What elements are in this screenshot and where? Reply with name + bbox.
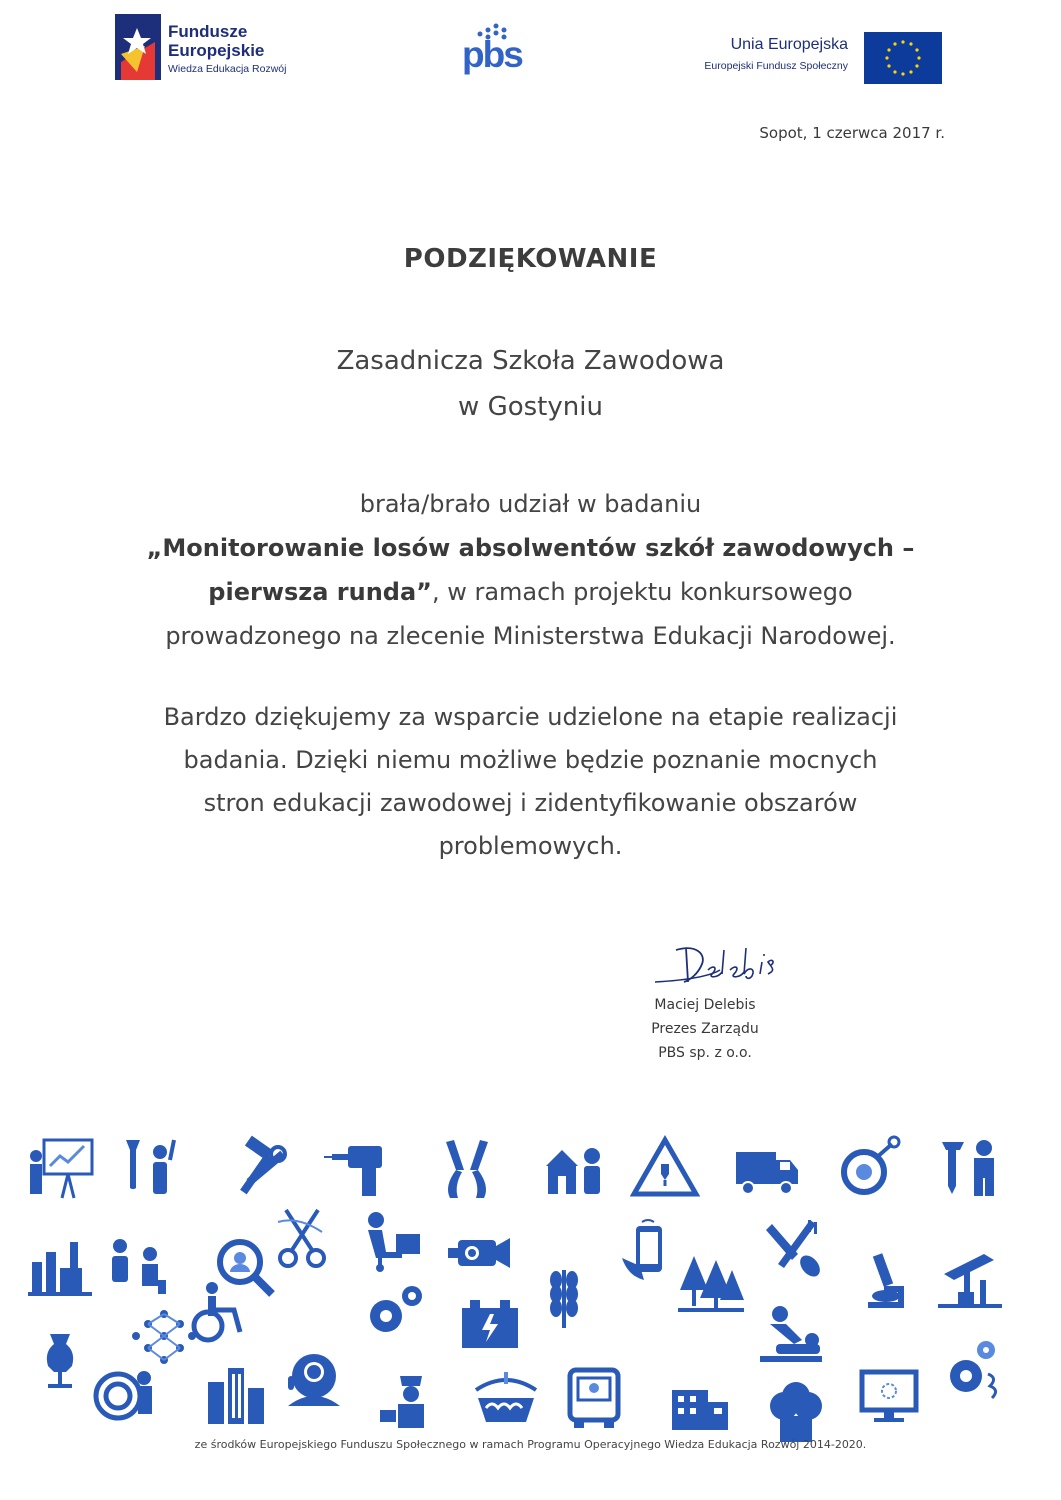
mannequin-icon — [26, 1326, 96, 1396]
thanks-line3: stron edukacji zawodowej i zidentyfikowanie obszarów — [203, 789, 858, 817]
electric-hazard-icon — [630, 1134, 700, 1204]
thanks-line2: badania. Dzięki niemu możliwe będzie poznanie mocnych — [183, 746, 878, 774]
document-title: PODZIĘKOWANIE — [403, 244, 658, 274]
signatory-name: Maciej Delebis — [654, 997, 756, 1013]
study-title-line1: „Monitorowanie losów absolwentów szkół zawodowych – — [146, 534, 915, 562]
microscope-icon — [850, 1246, 920, 1316]
phone-call-icon — [284, 1346, 354, 1416]
participation-line4: prowadzonego na zlecenie Ministerstwa Edukacji Narodowej. — [165, 622, 896, 650]
school-name-line1: Zasadnicza Szkoła Zawodowa — [336, 346, 725, 376]
office-worker-icon — [356, 1208, 426, 1278]
thanks-line4: problemowych. — [438, 832, 623, 860]
participation-paragraph — [0, 482, 1061, 658]
drill-icon — [322, 1134, 392, 1204]
massage-icon — [756, 1300, 826, 1370]
police-icon — [378, 1364, 448, 1434]
eu-flag-icon — [864, 32, 942, 84]
cable-worker-icon — [90, 1358, 160, 1428]
oil-pump-icon — [936, 1244, 1006, 1314]
thanks-paragraph — [0, 696, 1061, 868]
screw-worker-icon — [934, 1134, 1004, 1204]
school-name — [0, 338, 1061, 430]
school-name-line2: w Gostyniu — [458, 392, 603, 422]
fe-logo-line1: Fundusze — [168, 22, 248, 41]
signatory-role: Prezes Zarządu — [651, 1021, 759, 1037]
wheat-icon — [530, 1264, 600, 1334]
pliers-icon — [432, 1134, 502, 1204]
monitor-icon — [854, 1362, 924, 1432]
fundusze-europejskie-logo — [115, 14, 335, 80]
document-date: Sopot, 1 czerwca 2017 r. — [759, 124, 945, 142]
trees-icon — [676, 1250, 746, 1320]
spoon-fork-icon — [760, 1216, 830, 1286]
thanks-line1: Bardzo dziękujemy za wsparcie udzielone na etapie realizacji — [163, 703, 898, 731]
school-person-icon — [542, 1134, 612, 1204]
gears-icon — [360, 1278, 430, 1348]
handwritten-signature — [650, 940, 810, 990]
office-building-icon — [666, 1368, 736, 1438]
unia-europejska-logo — [676, 30, 946, 86]
funding-footer: ze środków Europejskiego Funduszu Społecznego w ramach Programu Operacyjnego Wiedza Edukacja Rozwój 2014-2020. — [194, 1438, 867, 1451]
car-wash-icon — [472, 1364, 542, 1434]
ue-logo-sub: Europejski Fundusz Społeczny — [704, 60, 848, 72]
camera-icon — [446, 1218, 516, 1288]
study-title-line2: pierwsza runda” — [208, 578, 432, 606]
signatory-company: PBS sp. z o.o. — [658, 1045, 752, 1061]
pbs-logo — [458, 20, 538, 80]
participation-line1: brała/brało udział w badaniu — [359, 490, 702, 518]
pbs-wordmark: pbs — [462, 34, 522, 75]
signatory-block — [615, 993, 795, 1065]
bus-icon — [560, 1364, 630, 1434]
factory-icon — [26, 1232, 96, 1302]
wheelchair-icon — [184, 1280, 254, 1350]
scissors-icon — [270, 1204, 340, 1274]
fe-emblem-icon — [115, 14, 161, 80]
fe-logo-sub: Wiedza Edukacja Rozwój — [168, 63, 287, 75]
truck-icon — [732, 1134, 802, 1204]
battery-icon — [456, 1290, 526, 1360]
wrench-worker-icon — [116, 1134, 186, 1204]
buildings-icon — [202, 1360, 272, 1430]
caregiver-icon — [104, 1232, 174, 1302]
smartphone-icon — [612, 1218, 682, 1288]
participation-line3-rest: , w ramach projektu konkursowego — [431, 578, 853, 606]
tools-icon — [226, 1134, 296, 1204]
ue-logo-title: Unia Europejska — [730, 36, 848, 53]
presentation-icon — [26, 1134, 96, 1204]
gear-chain-icon — [834, 1134, 904, 1204]
fe-logo-line2: Europejskie — [168, 41, 265, 60]
gears-small-icon — [938, 1336, 1008, 1406]
